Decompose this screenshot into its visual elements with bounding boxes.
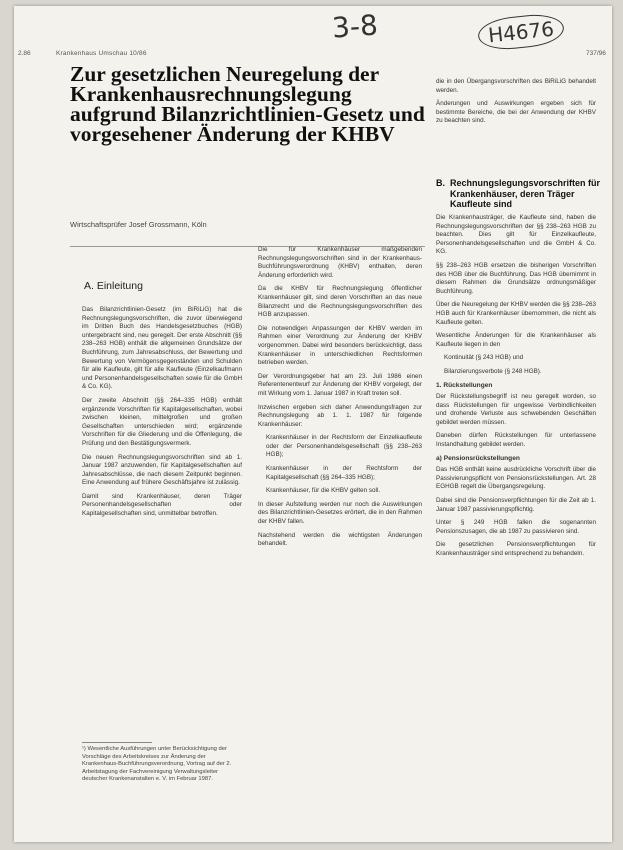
document-page — [14, 6, 612, 842]
archive-stamp: H4676 — [477, 12, 566, 53]
section-b-title: Rechnungslegungsvorschriften für Krankenhäuser, deren Träger Kaufleute sind — [450, 178, 601, 209]
list-item: Kontinuität (§ 243 HGB) und — [444, 354, 524, 362]
paragraph: Die gesetzlichen Pensionsverpflichtungen für Krankenhausträger sind entsprechend zu behandeln. — [436, 541, 596, 557]
paragraph: Inzwischen ergeben sich daher Anwendungsfragen zur Rechnungslegung ab 1. 1. 1987 für folgende Krankenhäuser: — [258, 403, 422, 428]
footnote: ¹) Wesentliche Ausführungen unter Berücksichtigung der Vorschläge des Arbeitskreises zur Änderung der Krankenhaus-Buchführungsverordnung, Vortrag auf der 2. Arbeitstagung der Fachvereinigung Verwaltungsleiter deutscher Krankenanstalten e. V. im Februar 1987. — [82, 746, 232, 783]
section-heading-a: A. Einleitung — [84, 280, 143, 292]
paragraph: Die für Krankenhäuser maßgebenden Rechnungslegungsvorschriften sind in der Krankenhaus-Buchführungsverordnung (KHBV) enthalten, deren Änderung erforderlich wird. — [258, 246, 422, 279]
paragraph: Die notwendigen Anpassungen der KHBV werden im Rahmen einer Verordnung zur Änderung der KHBV vorgenommen. Dabei wird besonders berücksichtigt, dass Krankenhäuser in unterschiedlichen Rechtsformen betrieben werden. — [258, 324, 422, 367]
paragraph: die in den Übergangsvorschriften des BiRiLiG behandelt werden. — [436, 78, 596, 94]
paragraph: Über die Neuregelung der KHBV werden die §§ 238–263 HGB auch für Krankenhäuser übernommen, die nicht als Kaufleute gelten. — [436, 301, 596, 326]
column-2 — [258, 246, 422, 554]
column-3-top — [436, 78, 596, 131]
paragraph: Das HGB enthält keine ausdrückliche Vorschrift über die Passivierungspflicht von Pensionsrückstellungen. Art. 28 EGHGB regelt die Übergangsregelung. — [436, 466, 596, 491]
paragraph: Änderungen und Auswirkungen ergeben sich für bestimmte Bereiche, die bei der Anwendung der KHBV zu beachten sind. — [436, 100, 596, 125]
column-3 — [436, 214, 596, 564]
paragraph: Da die KHBV für Rechnungslegung öffentlicher Krankenhäuser gilt, sind deren Vorschriften an das neue Bilanzrecht und die Rechnungslegungsvorschriften des HGB anzupassen. — [258, 285, 422, 319]
paragraph: Daneben dürfen Rückstellungen für unterlassene Instandhaltung gebildet werden. — [436, 432, 596, 449]
list-item: Krankenhäuser in der Rechtsform der Kapitalgesellschaft (§§ 264–335 HGB); — [266, 465, 422, 481]
paragraph: Die Krankenhausträger, die Kaufleute sind, haben die Rechnungslegungsvorschriften der §§ 238–263 HGB zu beachten. Dies gilt für Einzelkaufleute, Personenhandelsgesellschaften und die GmbH & Co. KG. — [436, 214, 596, 256]
page-number-right: 737/96 — [586, 50, 606, 57]
column-1 — [82, 306, 242, 524]
list-item: Krankenhäuser, für die KHBV gelten soll. — [266, 487, 381, 495]
paragraph: Die neuen Rechnungslegungsvorschriften sind ab 1. Januar 1987 anzuwenden, für Kapitalgesellschaften auf Jahresabschlüsse, die nach diesem Zeitpunkt beginnen. Eine Anwendung auf frühere Geschäftsjahre ist zulässig. — [82, 453, 242, 487]
journal-header: Krankenhaus Umschau 10/86 — [56, 50, 147, 57]
paragraph: In dieser Aufstellung werden nur noch die Auswirkungen des Bilanzrichtlinien-Gesetzes erörtert, die in den Rahmen der KHBV fallen. — [258, 500, 422, 526]
paragraph: Der Rückstellungsbegriff ist neu geregelt worden, so dass Rückstellungen für ungewisse Verbindlichkeiten und drohende Verluste aus schwebenden Geschäften gebildet werden müssen. — [436, 393, 596, 426]
article-author: Wirtschaftsprüfer Josef Grossmann, Köln — [70, 220, 207, 229]
section-heading-b — [436, 178, 612, 210]
paragraph: Dabei sind die Pensionsverpflichtungen für die Zeit ab 1. Januar 1987 passivierungspflichtig. — [436, 497, 596, 513]
paragraph: Wesentliche Änderungen für die Krankenhäuser als Kaufleute liegen in den — [436, 332, 596, 348]
list-item: Bilanzierungsverbote (§ 248 HGB). — [444, 367, 542, 375]
page-number-left: 2.86 — [18, 50, 31, 57]
paragraph: Damit sind Krankenhäuser, deren Träger Personenhandelsgesellschaften oder Kapitalgesellschaften sind, unmittelbar betroffen. — [82, 492, 242, 518]
subheading-rueckstellungen: 1. Rückstellungen — [436, 381, 493, 389]
paragraph: Unter § 249 HGB fallen die sogenannten Pensionszusagen, die ab 1987 zu passivieren sind. — [436, 519, 596, 535]
article-title: Zur gesetzlichen Neuregelung der Krankenhausrechnungslegung aufgrund Bilanzrichtlinien-Gesetz und vorgesehener Änderung der KHBV — [70, 62, 425, 146]
section-b-label: B. — [436, 178, 445, 188]
paragraph: Der zweite Abschnitt (§§ 264–335 HGB) enthält ergänzende Vorschriften für Kapitalgesellschaften, wobei zwischen kleinen, mittelgroßen und großen Gesellschaften unterschieden wird; ergänzende Vorschriften für die Gliederung und die Offenlegung, die Prüfung und den Bestätigungsvermerk. — [82, 396, 242, 447]
paragraph: §§ 238–263 HGB ersetzen die bisherigen Vorschriften des HGB über die Buchführung. Das HGB übernimmt in diesem Rahmen die Grundsätze ordnungsmäßiger Buchführung. — [436, 261, 596, 295]
handwritten-annotation: 3-8 — [330, 8, 379, 45]
subheading-pensionsrueckstellungen: a) Pensionsrückstellungen — [436, 454, 520, 462]
footnote-rule — [82, 742, 152, 743]
paragraph: Der Verordnungsgeber hat am 23. Juli 1986 einen Referentenentwurf zur Änderung der KHBV vorgelegt, der mit Wirkung vom 1. Januar 1987 in Kraft treten soll. — [258, 372, 422, 397]
paragraph: Nachstehend werden die wichtigsten Änderungen behandelt. — [258, 531, 422, 548]
list-item: Krankenhäuser in der Rechtsform der Einzelkaufleute oder der Personenhandelsgesellschaft (§§ 238–263 HGB); — [266, 434, 422, 459]
paragraph: Das Bilanzrichtlinien-Gesetz (im BiRiLiG) hat die Rechnungslegungsvorschriften, die zuvor überwiegend im Dritten Buch des Handelsgesetzbuches (HGB) untergebracht sind, neu geregelt. Der erste Abschnitt (§§ 238–263 HGB) enthält die allgemeinen Grundsätze der Buchführung, zum Jahresabschluss, der Bewertung und Bewertung von Vermögensgegenständen und Schulden für alle Kaufleute, gilt für alle Kaufleute (Einzelkaufmann und Personenhandelsgesellschaften sowie für die GmbH & Co. KG). — [82, 306, 242, 391]
